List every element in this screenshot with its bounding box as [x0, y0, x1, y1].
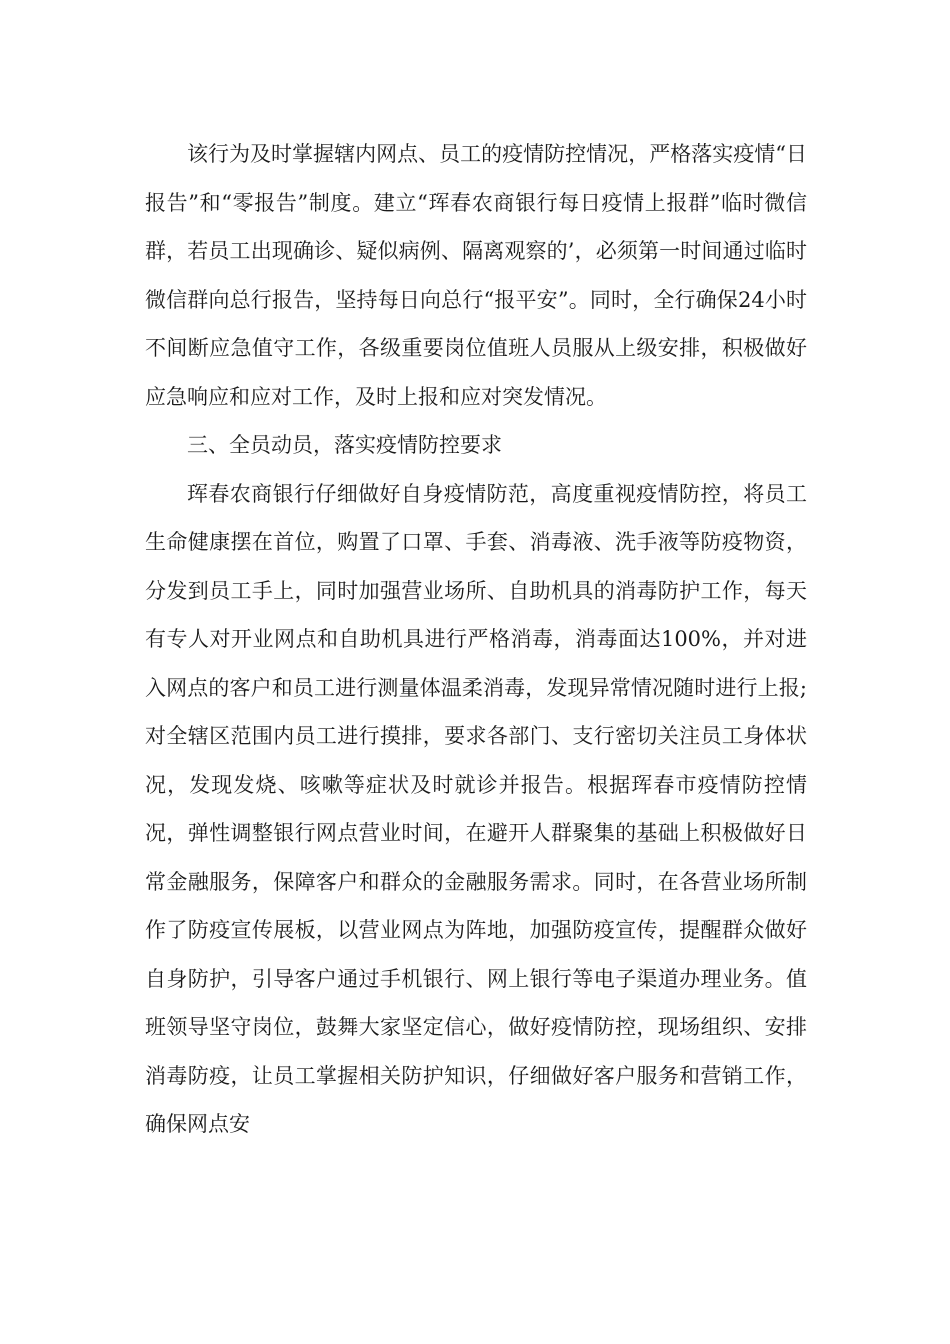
body-paragraph-reporting: 该行为及时掌握辖内网点、员工的疫情防控情况，严格落实疫情“日报告”和“零报告”制度。建立“珲春农商银行每日疫情上报群”临时微信群，若员工出现确诊、疑似病例、隔离观察的’，必须第一时间通过临时微信群向总行报告，坚持每日向总行“报平安”。同时，全行确保24小时不间断应急值守工作，各级重要岗位值班人员服从上级安排，积极做好应急响应和应对工作，及时上报和应对突发情况。 [145, 142, 807, 409]
document-page [145, 130, 807, 1149]
body-paragraph-prevention: 珲春农商银行仔细做好自身疫情防范，高度重视疫情防控，将员工生命健康摆在首位，购置了口罩、手套、消毒液、洗手液等防疫物资，分发到员工手上，同时加强营业场所、自助机具的消毒防护工作，每天有专人对开业网点和自助机具进行严格消毒，消毒面达100%，并对进入网点的客户和员工进行测量体温柔消毒，发现异常情况随时进行上报;对全辖区范围内员工进行摸排，要求各部门、支行密切关注员工身体状况，发现发烧、咳嗽等症状及时就诊并报告。根据珲春市疫情防控情况，弹性调整银行网点营业时间，在避开人群聚集的基础上积极做好日常金融服务，保障客户和群众的金融服务需求。同时，在各营业场所制作了防疫宣传展板，以营业网点为阵地，加强防疫宣传，提醒群众做好自身防护，引导客户通过手机银行、网上银行等电子渠道办理业务。值班领导坚守岗位，鼓舞大家坚定信心，做好疫情防控，现场组织、安排消毒防疫，让员工掌握相关防护知识，仔细做好客户服务和营销工作，确保网点安 [145, 481, 807, 1136]
section-heading: 三、全员动员，落实疫情防控要求 [187, 433, 502, 457]
